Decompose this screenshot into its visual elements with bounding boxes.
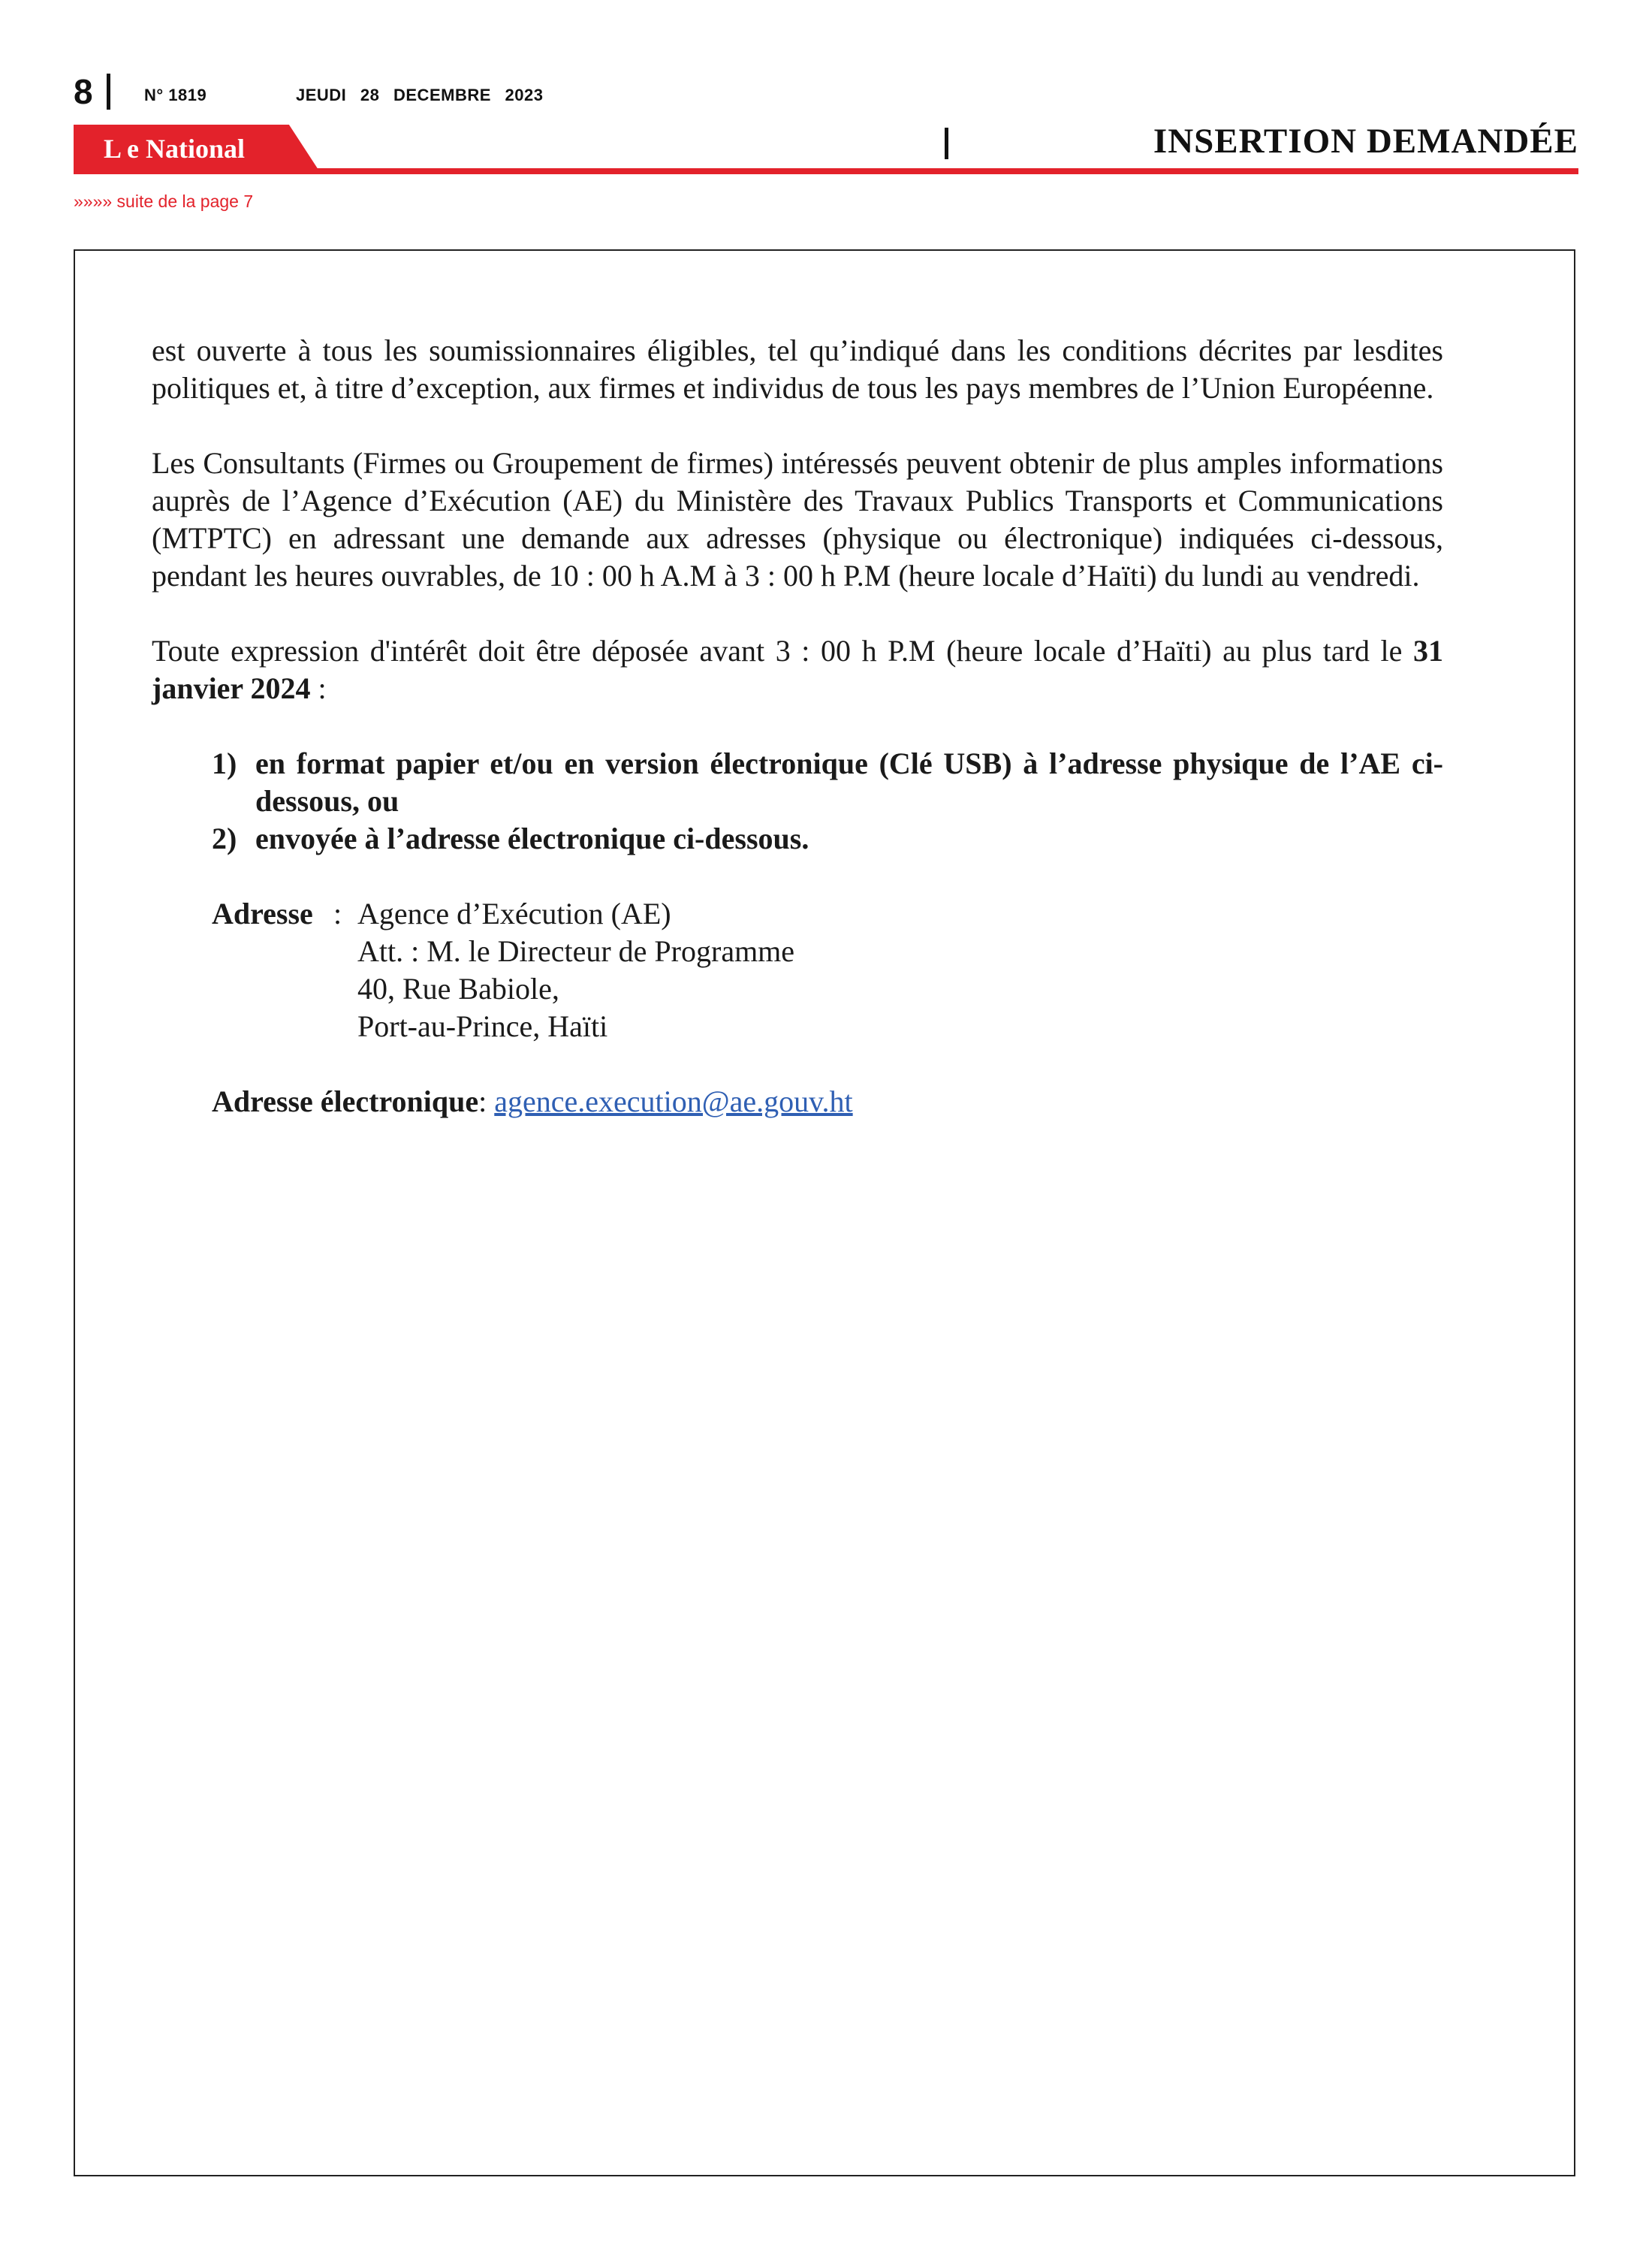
- email-link[interactable]: agence.execution@ae.gouv.ht: [494, 1084, 853, 1118]
- list-item-number: 2): [212, 822, 237, 855]
- list-item-number: 1): [212, 746, 237, 780]
- brand-name: L e National: [104, 134, 246, 164]
- list-item-text: envoyée à l’adresse électronique ci-dessous.: [255, 822, 809, 855]
- section-title: INSERTION DEMANDÉE: [1153, 122, 1578, 161]
- address-colon: :: [333, 897, 342, 930]
- email-label: Adresse électronique: [212, 1084, 479, 1118]
- deadline-date: 31 janvier 2024: [152, 634, 1443, 705]
- address-line-attention: Att. : M. le Directeur de Programme: [357, 934, 795, 968]
- physical-address: [212, 895, 1443, 1045]
- deadline-text: Toute expression d'intérêt doit être déposée avant 3 : 00 h P.M (heure locale d’Haïti) au plus tard le: [152, 634, 1413, 668]
- paragraph-deadline: [152, 632, 1443, 707]
- issue-number: N° 1819: [144, 86, 207, 104]
- deadline-suffix: :: [310, 671, 327, 705]
- list-item-text: en format papier et/ou en version électronique (Clé USB) à l’adresse physique de l’AE ci-dessous, ou: [255, 746, 1443, 818]
- address-line-street: 40, Rue Babiole,: [357, 972, 559, 1006]
- address-lines: [357, 895, 1443, 1045]
- address-line-agency: Agence d’Exécution (AE): [357, 897, 671, 930]
- notice-body: [152, 332, 1443, 1120]
- list-item: [212, 820, 1443, 858]
- page-number: 8: [74, 72, 93, 111]
- email-separator: :: [478, 1084, 487, 1118]
- email-address: [212, 1083, 1443, 1120]
- continued-from: »»»» suite de la page 7: [74, 192, 254, 211]
- paragraph-information: Les Consultants (Firmes ou Groupement de firmes) intéressés peuvent obtenir de plus amples informations auprès de l’Agence d’Exécution (AE) du Ministère des Travaux Publics Transports et Communications (MTPTC) en adressant une demande aux adresses (physique ou électronique) indiquées ci-dessous, pendant les heures ouvrables, de 10 : 00 h A.M à 3 : 00 h P.M (heure locale d’Haïti) du lundi au vendredi.: [152, 446, 1443, 593]
- publication-date: JEUDI 28 DECEMBRE 2023: [296, 86, 544, 104]
- paragraph-eligibility: est ouverte à tous les soumissionnaires éligibles, tel qu’indiqué dans les conditions décrites par lesdites politiques et, à titre d’exception, aux firmes et individus de tous les pays membres de l’Union Européenne.: [152, 333, 1443, 405]
- submission-options: [212, 745, 1443, 858]
- address-label: Adresse: [212, 897, 313, 930]
- address-line-city: Port-au-Prince, Haïti: [357, 1009, 608, 1043]
- header-separator: [945, 128, 948, 159]
- list-item: [212, 745, 1443, 820]
- header-rule: [74, 168, 1578, 174]
- page-number-divider: [107, 74, 110, 110]
